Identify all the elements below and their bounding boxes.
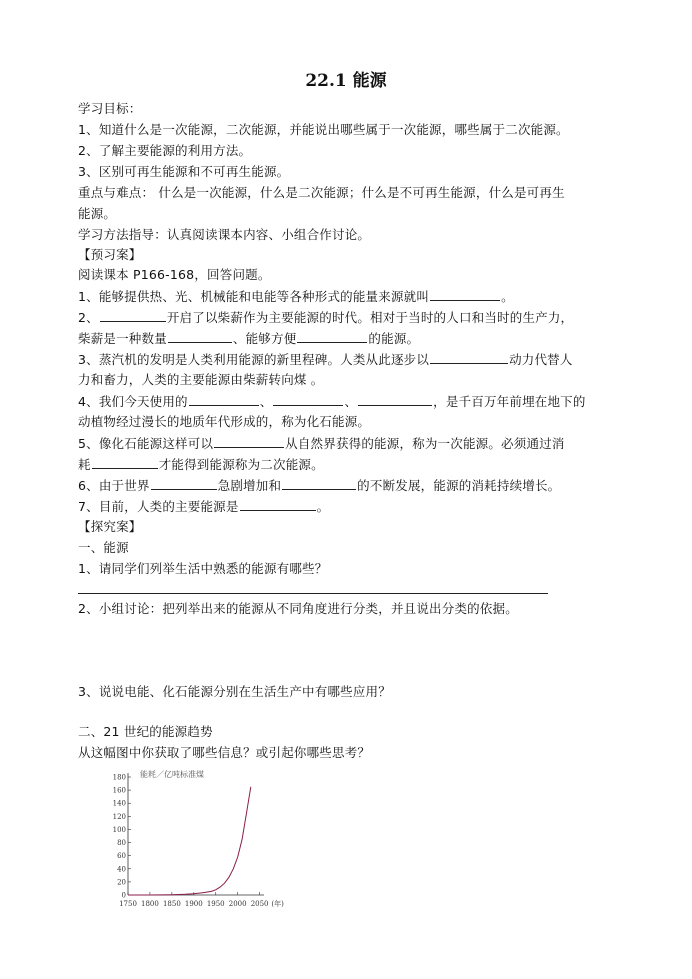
q7-blank[interactable] xyxy=(240,498,316,511)
q2-text-2: 柴薪是一种数量 xyxy=(78,331,167,346)
y-tick-label: 160 xyxy=(112,786,126,795)
preview-q5-line-2 xyxy=(78,456,324,473)
preview-q4-line-1 xyxy=(78,393,586,410)
q2-blank-1[interactable] xyxy=(100,309,166,322)
q7-text: 7、目前，人类的主要能源是 xyxy=(78,499,239,514)
q3-blank[interactable] xyxy=(430,351,508,364)
explore-heading: 【探究案】 xyxy=(78,519,142,534)
q6-blank-2[interactable] xyxy=(282,477,356,490)
objective-2: 2、了解主要能源的利用方法。 xyxy=(78,143,252,158)
q1-blank[interactable] xyxy=(430,288,500,301)
q2-text: 开启了以柴薪作为主要能源的时代。相对于当时的人口和当时的生产力， xyxy=(166,310,574,325)
preview-q4-line-2: 动植物经过漫长的地质年代形成的，称为化石能源。 xyxy=(78,414,371,429)
y-tick-label: 180 xyxy=(112,773,126,782)
q4-blank-1[interactable] xyxy=(189,393,259,406)
key-points-line-1: 重点与难点： 什么是一次能源，什么是二次能源；什么是不可再生能源，什么是可再生 xyxy=(78,185,565,200)
y-tick-label: 20 xyxy=(117,878,126,887)
key-points-line-2: 能源。 xyxy=(78,206,117,221)
q4-blank-3[interactable] xyxy=(358,393,432,406)
q2-text-4: 的能源。 xyxy=(368,331,420,346)
preview-q5-line-1 xyxy=(78,435,565,452)
q3-text: 3、蒸汽机的发明是人类利用能源的新里程碑。人类从此逐步以 xyxy=(78,352,430,367)
preview-q7 xyxy=(78,498,329,515)
explore-section-1: 一、能源 xyxy=(78,540,129,555)
method-guide: 学习方法指导：认真阅读课本内容、小组合作讨论。 xyxy=(78,227,371,242)
y-tick-label: 40 xyxy=(117,865,126,874)
series-line-energy xyxy=(128,787,251,895)
preview-q3-line-2: 力和畜力，人类的主要能源由柴薪转向煤 。 xyxy=(78,372,324,387)
page-title: 22.1 能源 xyxy=(305,71,387,91)
x-tick-label: 1800 xyxy=(141,900,159,908)
y-tick-label: 60 xyxy=(117,852,126,861)
y-tick-label: 100 xyxy=(112,825,126,834)
q6-text-2: 急剧增加和 xyxy=(217,478,282,493)
x-tick-label: 1950 xyxy=(206,900,225,908)
chart-question: 从这幅图中你获取了哪些信息？或引起你哪些思考？ xyxy=(78,745,371,760)
q5-text-3: 耗 xyxy=(78,457,91,472)
y-tick-label: 80 xyxy=(117,839,126,848)
x-tick-label: 2050 xyxy=(250,900,269,908)
energy-consumption-chart xyxy=(104,765,284,915)
preview-q2-line-2 xyxy=(78,330,419,347)
q2-blank-2[interactable] xyxy=(168,330,232,343)
objective-3: 3、区别可再生能源和不可再生能源。 xyxy=(78,164,290,179)
objectives-heading: 学习目标： xyxy=(78,101,142,116)
preview-heading: 【预习案】 xyxy=(78,247,142,262)
y-tick-label: 0 xyxy=(121,891,126,900)
q4-sep-2: 、 xyxy=(344,394,358,409)
y-axis-label: 能耗／亿吨标准煤 xyxy=(140,770,204,779)
q2-number: 2、 xyxy=(78,310,99,325)
q4-sep-1: 、 xyxy=(259,394,273,409)
x-tick-label: 1750 xyxy=(119,900,137,908)
q2-text-3: 、能够方便 xyxy=(232,331,297,346)
q7-end: 。 xyxy=(316,499,330,514)
q6-text: 6、由于世界 xyxy=(78,478,150,493)
q1-text: 1、能够提供热、光、机械能和电能等各种形式的能量来源就叫 xyxy=(78,289,430,304)
explore-q3: 3、说说电能、化石能源分别在生活生产中有哪些应用？ xyxy=(78,684,391,699)
q5-blank-1[interactable] xyxy=(214,435,284,448)
q5-blank-2[interactable] xyxy=(92,456,158,469)
q5-text-2: 从自然界获得的能源，称为一次能源。必须通过消 xyxy=(285,436,565,451)
q2-blank-3[interactable] xyxy=(297,330,367,343)
preview-q3-line-1 xyxy=(78,351,573,368)
answer-line[interactable] xyxy=(78,593,548,594)
chart-series xyxy=(128,787,251,895)
q5-text-4: 才能得到能源称为二次能源。 xyxy=(158,457,324,472)
preview-q6 xyxy=(78,477,560,494)
objective-1: 1、知道什么是一次能源，二次能源，并能说出哪些属于一次能源，哪些属于二次能源。 xyxy=(78,122,569,137)
q1-end: 。 xyxy=(501,289,514,304)
y-tick-label: 140 xyxy=(112,799,126,808)
q6-text-3: 的不断发展，能源的消耗持续增长。 xyxy=(357,478,561,493)
x-tick-label: 1850 xyxy=(162,900,181,908)
preview-q1 xyxy=(78,288,514,305)
explore-section-2: 二、21 世纪的能源趋势 xyxy=(78,724,213,739)
x-axis-ticks xyxy=(119,892,284,908)
q4-text: 4、我们今天使用的 xyxy=(78,394,188,409)
x-tick-label: 2000 xyxy=(228,900,247,908)
explore-q2: 2、小组讨论：把列举出来的能源从不同角度进行分类，并且说出分类的依据。 xyxy=(78,601,518,616)
x-tick-label: 1900 xyxy=(184,900,203,908)
q5-text: 5、像化石能源这样可以 xyxy=(78,436,214,451)
q6-blank-1[interactable] xyxy=(151,477,217,490)
explore-q1: 1、请同学们列举生活中熟悉的能源有哪些？ xyxy=(78,561,328,576)
q4-blank-2[interactable] xyxy=(273,393,343,406)
preview-q2-line-1 xyxy=(78,309,573,326)
chart-axes xyxy=(128,773,264,895)
preview-intro: 阅读课本 P166-168，回答问题。 xyxy=(78,267,271,282)
x-axis-label: (年) xyxy=(271,900,284,908)
q4-text-2: ，是千百万年前埋在地下的 xyxy=(433,394,586,409)
y-tick-label: 120 xyxy=(112,812,126,821)
q3-text-2: 动力代替人 xyxy=(509,352,573,367)
